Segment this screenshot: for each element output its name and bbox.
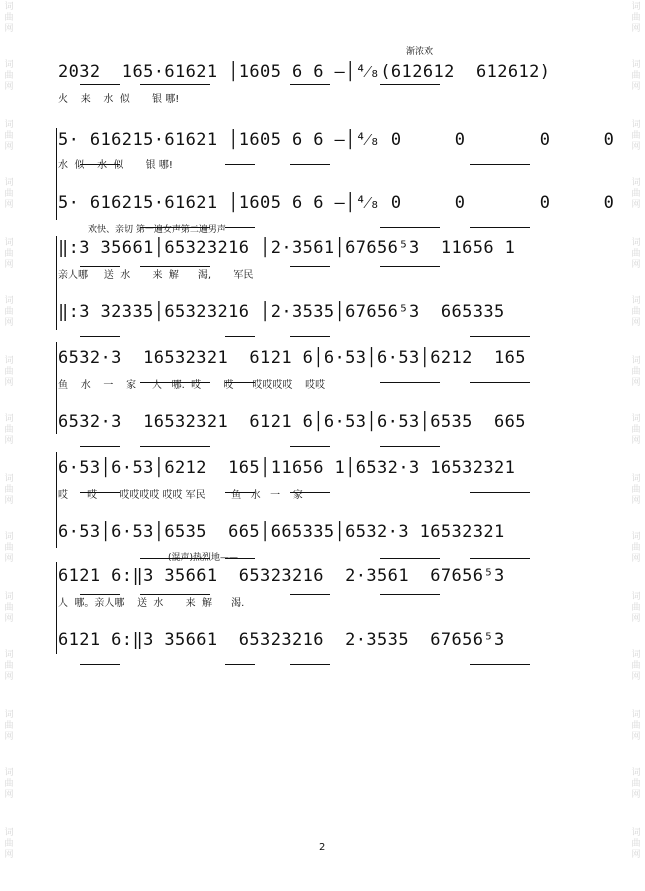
beam-line [80,336,120,337]
beam-line [380,446,440,447]
beam-line [470,664,530,665]
watermark-glyphs: 词 曲 网 [4,592,14,624]
watermark-glyphs: 词 曲 网 [631,532,641,564]
beam-line [80,664,120,665]
watermark-glyphs: 词 曲 网 [4,356,14,388]
beam-line [225,164,255,165]
watermark-glyphs: 词 曲 网 [631,2,641,34]
watermark-left [0,0,18,891]
beam-line [80,84,120,85]
watermark-glyphs: 词 曲 网 [631,650,641,682]
beam-line [225,664,255,665]
beam-line [470,492,530,493]
beam-line [225,492,255,493]
staff-lyrics: 水 似 水 似 银 哪! [58,160,173,171]
watermark-glyphs: 词 曲 网 [631,356,641,388]
staff-notes: 6121 6:‖3 35661 65323216 2·3561 67656⁵3 [58,566,505,586]
staff-notes: 5· 616215·61621 │1605 6 6 —│⁴⁄₈ 0 0 0 0 [58,193,615,213]
staff-lyrics: 火 来 水 似 银 哪! [58,94,180,105]
beam-line [140,594,210,595]
beam-line [470,227,530,228]
watermark-glyphs: 词 曲 网 [631,238,641,270]
watermark-glyphs: 词 曲 网 [631,768,641,800]
watermark-glyphs: 词 曲 网 [4,768,14,800]
beam-line [290,446,330,447]
watermark-glyphs: 词 曲 网 [4,2,14,34]
watermark-glyphs: 词 曲 网 [4,238,14,270]
staff-lyrics: 亲人哪 送 水 来 解 渴, 军民 [58,270,254,281]
beam-line [290,664,330,665]
watermark-glyphs: 词 曲 网 [631,296,641,328]
beam-line [380,84,440,85]
watermark-glyphs: 词 曲 网 [4,178,14,210]
beam-line [380,382,440,383]
beam-line [140,558,210,559]
expression-mark: 欢快、亲切 第一遍女声第二遍男声 [88,225,226,235]
beam-line [140,382,210,383]
watermark-glyphs: 词 曲 网 [4,532,14,564]
watermark-glyphs: 词 曲 网 [4,296,14,328]
watermark-glyphs: 词 曲 网 [4,650,14,682]
staff-notes: ‖:3 32335│65323216 │2·3535│67656⁵3 665335 [58,302,505,322]
beam-line [80,164,120,165]
staff-lyrics: 哎 哎 哎哎哎哎 哎哎 军民 鱼 水 一 家 [58,490,303,501]
beam-line [80,492,120,493]
system-brace [56,342,57,434]
watermark-glyphs: 词 曲 网 [631,60,641,92]
beam-line [470,336,530,337]
watermark-glyphs: 词 曲 网 [4,710,14,742]
watermark-glyphs: 词 曲 网 [4,474,14,506]
beam-line [225,558,255,559]
beam-line [80,446,120,447]
staff-notes: ‖:3 35661│65323216 │2·3561│67656⁵3 11656 1 [58,238,516,258]
beam-line [290,266,330,267]
beam-line [380,227,440,228]
beam-line [470,382,530,383]
beam-line [225,227,255,228]
beam-line [80,594,120,595]
watermark-glyphs: 词 曲 网 [631,120,641,152]
beam-line [80,266,120,267]
watermark-glyphs: 词 曲 网 [631,710,641,742]
beam-line [140,266,210,267]
watermark-glyphs: 词 曲 网 [631,592,641,624]
system-brace [56,452,57,548]
staff-notes: 5· 616215·61621 │1605 6 6 —│⁴⁄₈ 0 0 0 0 [58,130,615,150]
beam-line [140,84,210,85]
watermark-glyphs: 词 曲 网 [631,828,641,860]
beam-line [380,558,440,559]
beam-line [470,164,530,165]
system-brace [56,128,57,220]
watermark-glyphs: 词 曲 网 [4,120,14,152]
staff-notes: 6·53│6·53│6212 165│11656 1│6532·3 16532321 [58,458,516,478]
staff-notes: 6·53│6·53│6535 665│665335│6532·3 16532321 [58,522,505,542]
staff-notes: 6532·3 16532321 6121 6│6·53│6·53│6212 165 [58,348,526,368]
staff-notes: 6532·3 16532321 6121 6│6·53│6·53│6535 665 [58,412,526,432]
staff-lyrics: 人 哪。亲人哪 送 水 来 解 渴. [58,598,245,609]
staff-notes: 6121 6:‖3 35661 65323216 2·3535 67656⁵3 [58,630,505,650]
beam-line [290,84,330,85]
beam-line [290,336,330,337]
beam-line [225,336,255,337]
beam-line [380,266,440,267]
staff-notes: 2032 165·61621 │1605 6 6 —│⁴⁄₈(612612 612612) [58,62,551,82]
watermark-glyphs: 词 曲 网 [4,60,14,92]
expression-mark: 渐浓欢 [406,47,434,57]
expression-mark: (混声)热烈地—— [168,553,239,563]
watermark-glyphs: 词 曲 网 [4,414,14,446]
watermark-glyphs: 词 曲 网 [631,414,641,446]
beam-line [290,594,330,595]
beam-line [290,492,330,493]
beam-line [225,382,255,383]
watermark-glyphs: 词 曲 网 [631,178,641,210]
beam-line [140,227,210,228]
page-number: 2 [319,842,326,853]
beam-line [140,446,210,447]
beam-line [470,558,530,559]
system-brace [56,562,57,654]
system-brace [56,236,57,330]
staff-lyrics: 鱼 水 一 家 人 哪. 哎 哎 哎哎哎哎 哎哎 [58,380,326,391]
watermark-glyphs: 词 曲 网 [631,474,641,506]
watermark-glyphs: 词 曲 网 [4,828,14,860]
beam-line [290,164,330,165]
watermark-right [627,0,645,891]
beam-line [380,594,440,595]
